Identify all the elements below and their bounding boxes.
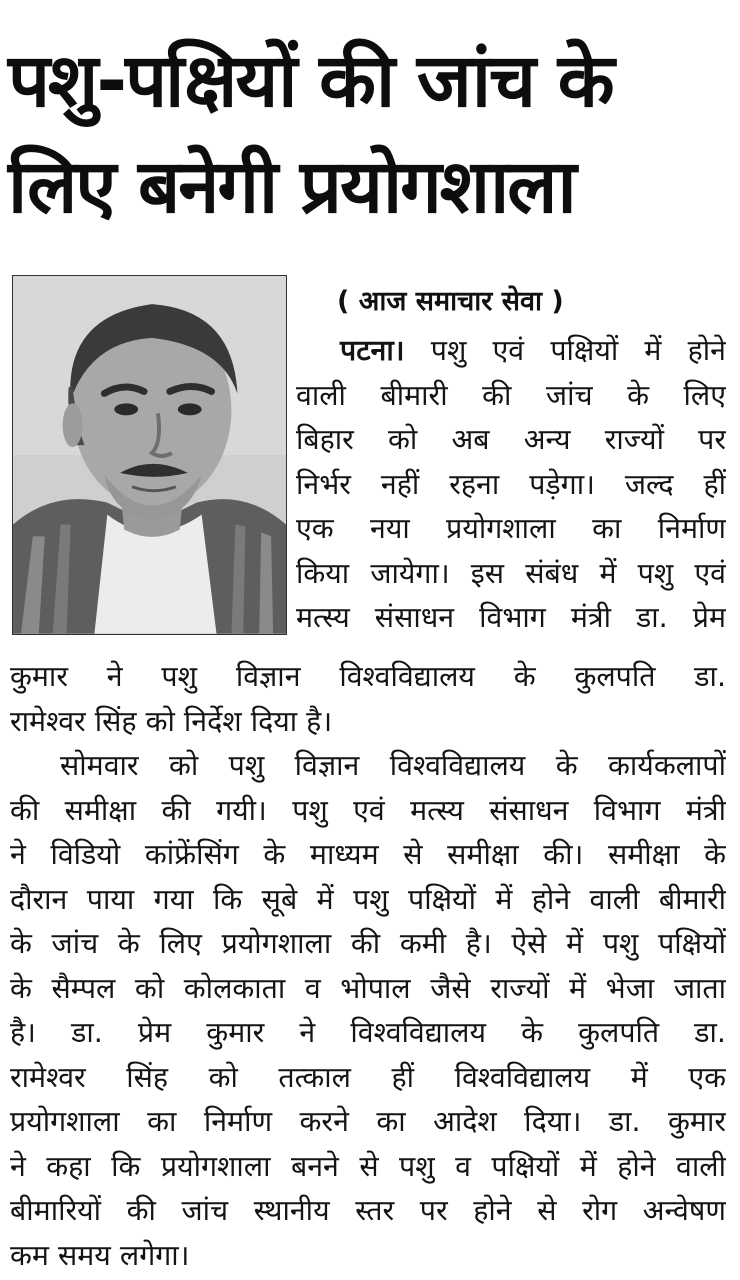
paragraph-1-full [10,655,726,744]
paragraph-line-text: पशु एवं पक्षियों में होने [430,334,726,367]
paragraph-line: के सैम्पल को कोलकाता व भोपाल जैसे राज्यों में भेजा जाता [10,971,726,1005]
paragraph-line: वाली बीमारी की जांच के लिए [296,378,726,412]
paragraph-line: के जांच के लिए प्रयोगशाला की कमी है। ऐसे में पशु पक्षियों [10,927,726,960]
paragraph-line: कुमार ने पशु विज्ञान विश्वविद्यालय के कुलपति डा. [10,660,726,693]
paragraph-line: दौरान पाया गया कि सूबे में पशु पक्षियों में होने वाली बीमारी [10,882,726,916]
paragraph-line: बीमारियों की जांच स्थानीय स्तर पर होने से रोग अन्वेषण [10,1194,726,1227]
paragraph-line: निर्भर नहीं रहना पड़ेगा। जल्द हीं [296,467,726,501]
paragraph-line: प्रयोगशाला का निर्माण करने का आदेश दिया। डा. कुमार [10,1105,726,1138]
paragraph-line: मत्स्य संसाधन विभाग मंत्री डा. प्रेम [296,601,726,634]
paragraph-line: एक नया प्रयोगशाला का निर्माण [296,512,726,545]
paragraph-line: की समीक्षा की गयी। पशु एवं मत्स्य संसाधन विभाग मंत्री [10,793,726,827]
headline-line-1: पशु-पक्षियों की जांच के [8,38,613,124]
paragraph-2 [10,744,726,1278]
portrait-photo [12,275,287,635]
paragraph-line: है। डा. प्रेम कुमार ने विश्वविद्यालय के कुलपति डा. [10,1016,726,1049]
paragraph-line: सोमवार को पशु विज्ञान विश्वविद्यालय के कार्यकलापों [60,749,726,782]
paragraph-line: ने विडियो कांफ्रेंसिंग के माध्यम से समीक्षा की। समीक्षा के [10,838,726,871]
headline-line-2: लिए बनेगी प्रयोगशाला [8,144,575,230]
paragraph-line: कम समय लगेगा। [10,1238,190,1272]
paragraph-line: रामेश्वर सिंह को तत्काल हीं विश्वविद्यालय में एक [10,1060,726,1094]
headline [8,28,732,240]
dateline: पटना। [340,334,405,367]
paragraph-line: बिहार को अब अन्य राज्यों पर [296,423,726,456]
paragraph-line: रामेश्वर सिंह को निर्देश दिया है। [10,704,333,738]
paragraph-1-wrapped [296,329,726,641]
byline: ( आज समाचार सेवा ) [337,286,564,317]
paragraph-line: किया जायेगा। इस संबंध में पशु एवं [296,556,726,590]
paragraph-line: ने कहा कि प्रयोगशाला बनने से पशु व पक्षियों में होने वाली [10,1149,726,1183]
paragraph-line [296,329,726,374]
